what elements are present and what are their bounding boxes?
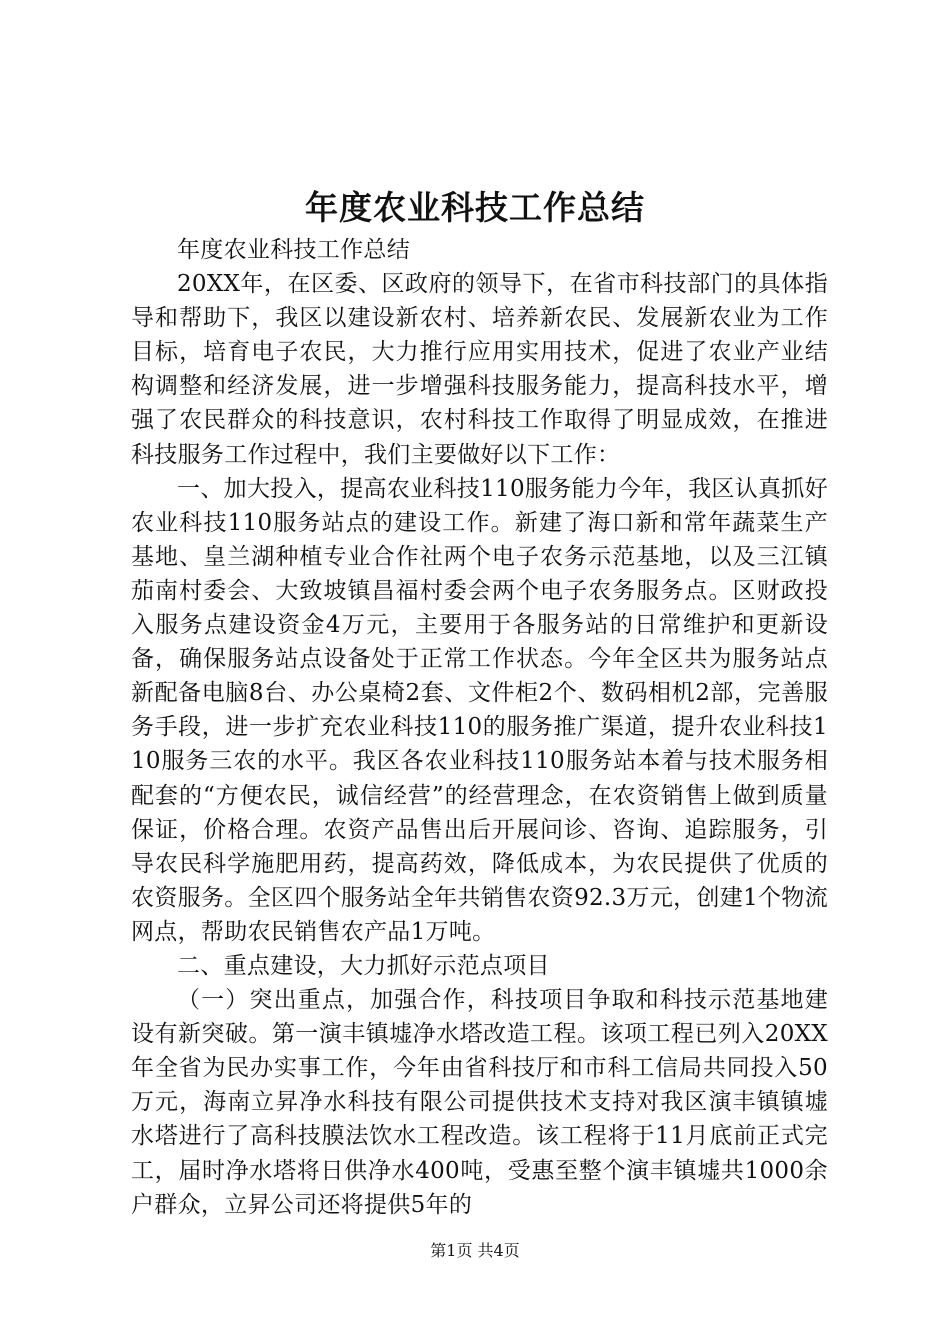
page-number-footer: 第1页 共4页 <box>430 1241 520 1260</box>
paragraph-intro: 20XX年，在区委、区政府的领导下，在省市科技部门的具体指导和帮助下，我区以建设新农村、培养新农民、发展新农业为工作目标，培育电子农民，大力推行应用实用技术，促进了农业产业结构调整和经济发展，进一步增强科技服务能力，提高科技水平，增强了农民群众的科技意识，农村科技工作取得了明显成效，在推进科技服务工作过程中，我们主要做好以下工作： <box>131 271 828 468</box>
paragraph-section-1: 一、加大投入，提高农业科技110服务能力今年，我区认真抓好农业科技110服务站点的建设工作。新建了海口新和常年蔬菜生产基地、皇兰湖种植专业合作社两个电子农务示范基地，以及三江镇茄南村委会、大致坡镇昌福村委会两个电子农务服务点。区财政投入服务点建设资金4万元，主要用于各服务站的日常维护和更新设备，确保服务站点设备处于正常工作状态。今年全区共为服务站点新配备电脑8台、办公桌椅2套、文件柜2个、数码相机2部，完善服务手段，进一步扩充农业科技110的服务推广渠道，提升农业科技110服务三农的水平。我区各农业科技110服务站本着与技术服务相配套的“方便农民，诚信经营”的经营理念，在农资销售上做到质量保证，价格合理。农资产品售出后开展问诊、咨询、追踪服务，引导农民科学施肥用药，提高药效，降低成本，为农民提供了优质的农资服务。全区四个服务站全年共销售农资92.3万元，创建1个物流网点，帮助农民销售农产品1万吨。 <box>131 475 828 945</box>
paragraph-subtitle: 年度农业科技工作总结 <box>177 237 410 263</box>
paragraph-section-2-1: （一）突出重点，加强合作，科技项目争取和科技示范基地建设有新突破。第一演丰镇墟净水塔改造工程。该项工程已列入20XX年全省为民办实事工作，今年由省科技厅和市科工信局共同投入50万元，海南立昇净水科技有限公司提供技术支持对我区演丰镇镇墟水塔进行了高科技膜法饮水工程改造。该工程将于11月底前正式完工，届时净水塔将日供净水400吨，受惠至整个演丰镇墟共1000余户群众，立昇公司还将提供5年的 <box>131 987 828 1218</box>
document-title: 年度农业科技工作总结 <box>305 188 645 227</box>
paragraph-section-2-heading: 二、重点建设，大力抓好示范点项目 <box>177 952 550 979</box>
document-body <box>131 233 828 1222</box>
